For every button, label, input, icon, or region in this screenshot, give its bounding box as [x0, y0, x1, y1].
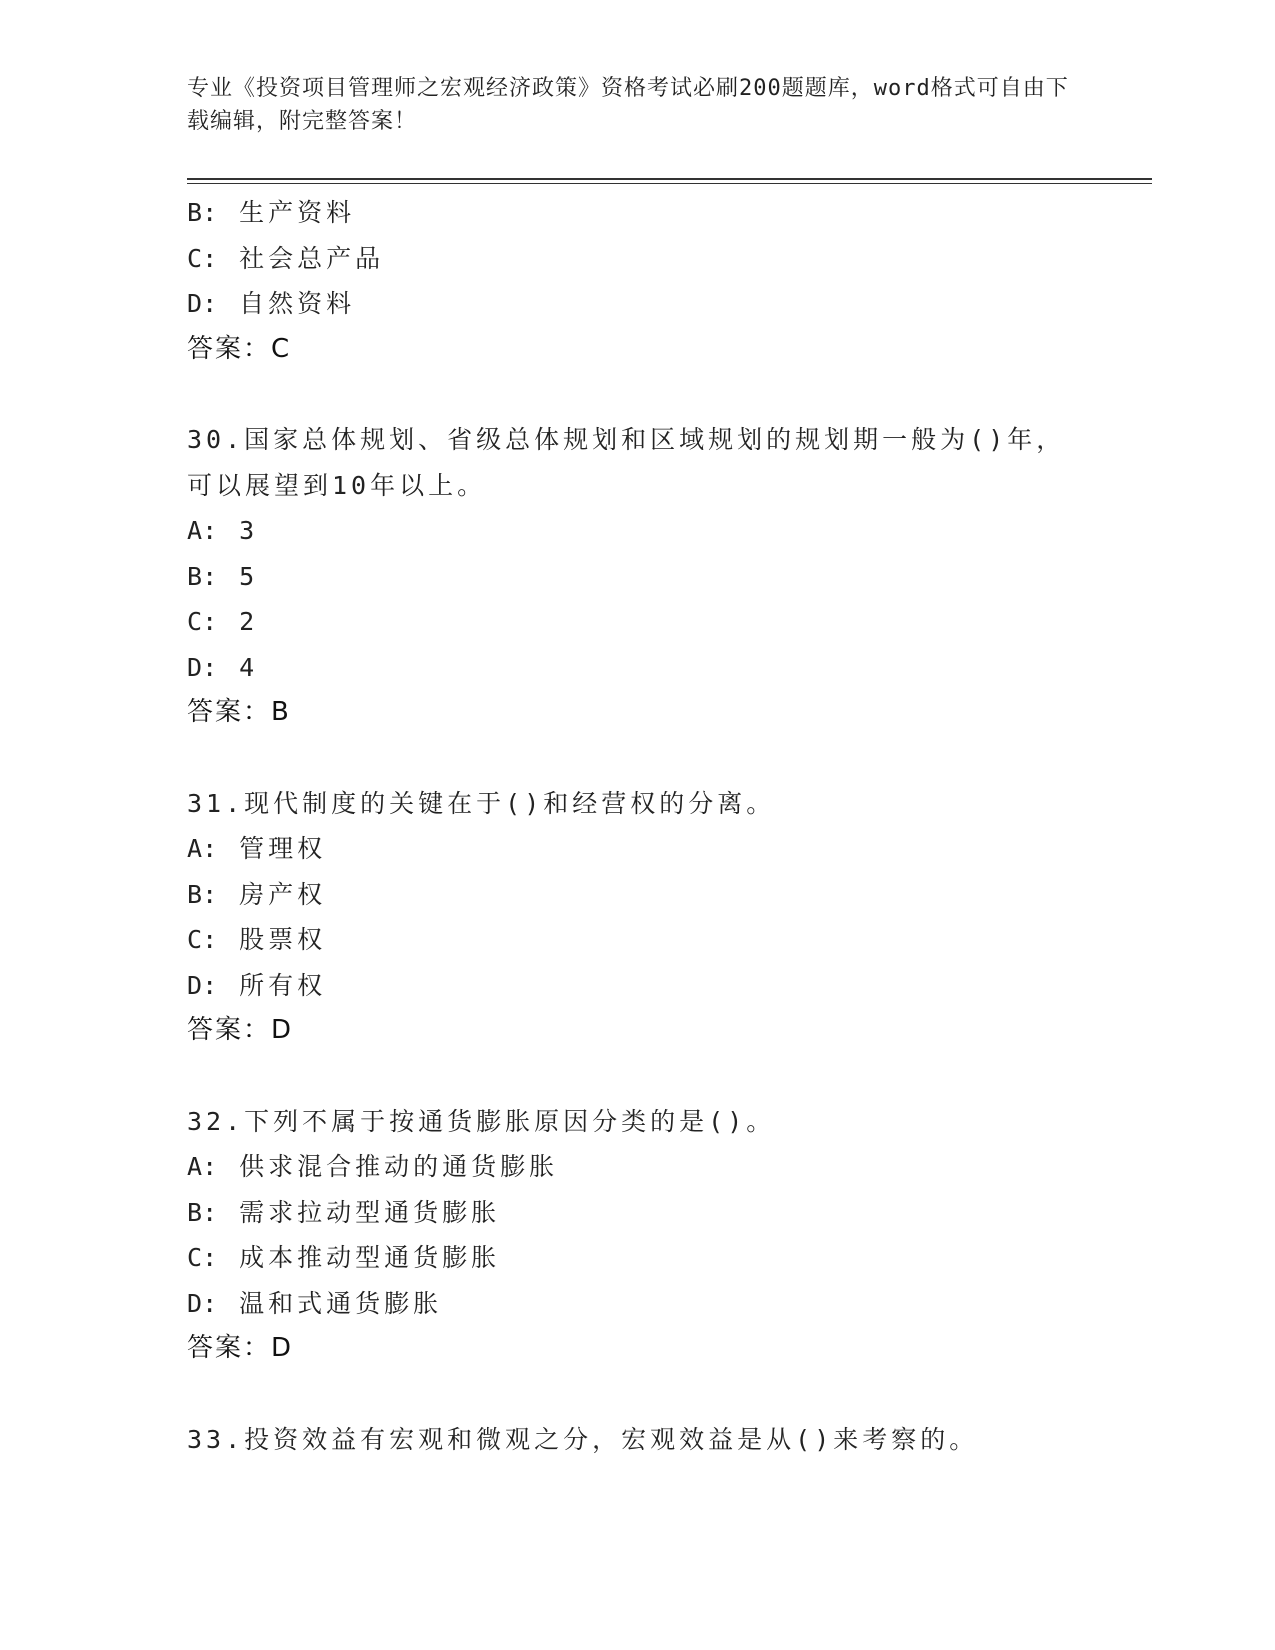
- question-block-32: [187, 1099, 1087, 1372]
- question-block-31: [187, 781, 1087, 1054]
- question-block-partial: [187, 190, 1087, 372]
- option-text: 成本推动型通货膨胀: [239, 1243, 501, 1272]
- option-letter: A: [187, 1152, 203, 1181]
- option-separator: :: [202, 561, 218, 591]
- option-text: 4: [239, 652, 259, 682]
- option-separator: :: [202, 652, 218, 682]
- option-separator: :: [202, 1152, 218, 1181]
- option-letter: B: [187, 1197, 203, 1227]
- option-letter: B: [187, 198, 203, 227]
- option-separator: :: [202, 879, 218, 909]
- document-header: [187, 72, 1087, 138]
- question-block-33: [187, 1417, 1087, 1463]
- option-letter: B: [187, 561, 203, 591]
- option-text: 股票权: [239, 925, 327, 954]
- question-stem: 32.下列不属于按通货膨胀原因分类的是()。: [187, 1106, 776, 1136]
- option-text: 供求混合推动的通货膨胀: [239, 1152, 559, 1181]
- option-text: 所有权: [239, 970, 327, 1000]
- option-line: [187, 1144, 1087, 1190]
- header-rule-thin: [187, 183, 1152, 184]
- header-rule-thick: [187, 178, 1152, 180]
- question-stem: 31.现代制度的关键在于()和经营权的分离。: [187, 788, 776, 818]
- option-text: 5: [239, 561, 259, 591]
- option-line: [187, 645, 1087, 691]
- option-separator: :: [202, 834, 218, 863]
- option-line: [187, 508, 1087, 554]
- option-separator: :: [202, 970, 218, 1000]
- option-line: [187, 1281, 1087, 1327]
- option-text: 需求拉动型通货膨胀: [239, 1197, 501, 1227]
- option-separator: :: [202, 289, 218, 318]
- option-letter: D: [187, 970, 203, 1000]
- option-line: [187, 963, 1087, 1009]
- option-letter: D: [187, 652, 203, 682]
- option-line: [187, 599, 1087, 645]
- option-text: 温和式通货膨胀: [239, 1288, 443, 1318]
- option-separator: :: [202, 243, 218, 273]
- question-block-30: [187, 417, 1087, 736]
- option-separator: :: [202, 516, 218, 545]
- option-line: [187, 917, 1087, 963]
- option-letter: C: [187, 243, 203, 273]
- option-separator: :: [202, 925, 218, 954]
- option-letter: C: [187, 925, 203, 954]
- answer-line: 答案：C: [187, 333, 292, 364]
- option-letter: D: [187, 289, 203, 318]
- option-line: [187, 190, 1087, 236]
- option-line: [187, 872, 1087, 918]
- option-letter: D: [187, 1288, 203, 1318]
- option-separator: :: [202, 607, 218, 636]
- option-line: [187, 281, 1087, 327]
- option-letter: B: [187, 879, 203, 909]
- option-line: [187, 826, 1087, 872]
- option-text: 房产权: [239, 879, 327, 909]
- option-letter: A: [187, 834, 203, 863]
- header-title: 专业《投资项目管理师之宏观经济政策》资格考试必刷200题题库，word格式可自由下载编辑，附完整答案！: [187, 76, 1069, 134]
- option-text: 2: [239, 607, 259, 636]
- option-separator: :: [202, 198, 218, 227]
- option-line: [187, 1235, 1087, 1281]
- option-line: [187, 236, 1087, 282]
- question-stem: 30.国家总体规划、省级总体规划和区域规划的规划期一般为()年，可以展望到10年以上。: [187, 425, 1066, 500]
- option-text: 管理权: [239, 834, 327, 863]
- option-letter: A: [187, 516, 203, 545]
- option-letter: C: [187, 1243, 203, 1272]
- option-text: 社会总产品: [239, 243, 385, 273]
- option-separator: :: [202, 1197, 218, 1227]
- option-letter: C: [187, 607, 203, 636]
- option-separator: :: [202, 1243, 218, 1272]
- option-separator: :: [202, 1288, 218, 1318]
- option-line: [187, 554, 1087, 600]
- option-text: 3: [239, 516, 259, 545]
- answer-line: 答案：B: [187, 697, 291, 727]
- question-list: [187, 190, 1087, 1507]
- answer-line: 答案：D: [187, 1015, 294, 1045]
- option-text: 生产资料: [239, 198, 356, 227]
- question-stem: 33.投资效益有宏观和微观之分，宏观效益是从()来考察的。: [187, 1424, 979, 1454]
- option-line: [187, 1190, 1087, 1236]
- answer-line: 答案：D: [187, 1333, 294, 1363]
- option-text: 自然资料: [239, 289, 356, 318]
